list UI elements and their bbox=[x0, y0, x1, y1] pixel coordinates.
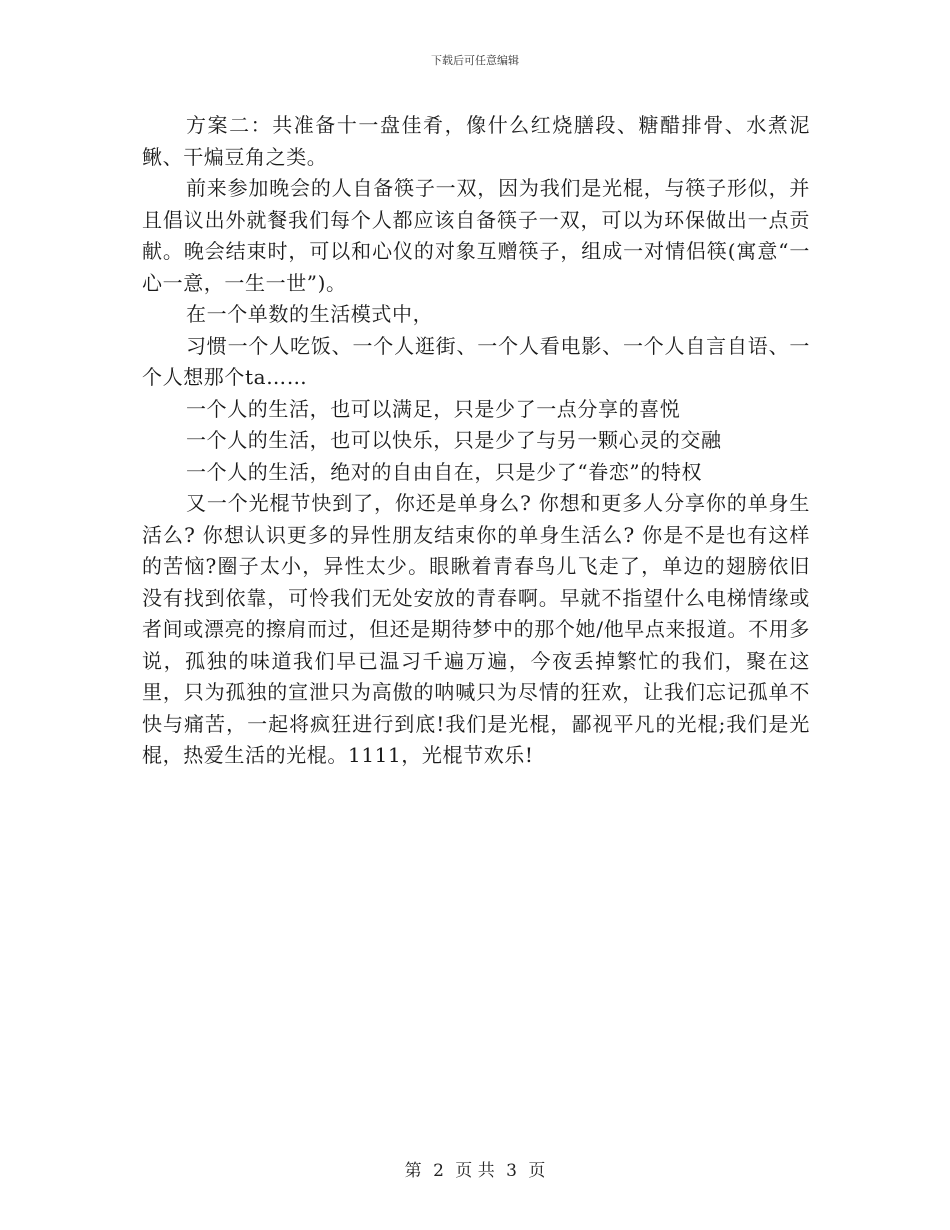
paragraph-plan-two: 方案二：共准备十一盘佳肴，像什么红烧膳段、糖醋排骨、水煮泥鳅、干煸豆角之类。 bbox=[142, 113, 810, 169]
paragraph-satisfied: 一个人的生活，也可以满足，只是少了一点分享的喜悦 bbox=[186, 396, 681, 421]
footer-current-page: 2 bbox=[433, 1161, 444, 1181]
paragraph-single-mode: 在一个单数的生活模式中， bbox=[186, 302, 434, 326]
paragraph-singles-day: 又一个光棍节快到了，你还是单身么? 你想和更多人分享你的单身生活么? 你想认识更多的异性朋友结束你的单身生活么? 你是不是也有这样的苦恼?圈子太小，异性太少。眼瞅着青春鸟儿飞走了，单边的翅膀依旧没有找到依靠，可怜我们无处安放的青春啊。早就不指望什么电梯情缘或者间或漂亮的擦肩而过，但还是期待梦中的那个她/他早点来报道。不用多说，孤独的味道我们早已温习千遍万遍，今夜丢掉繁忙的我们，聚在这里，只为孤独的宣泄只为高傲的呐喊只为尽情的狂欢，让我们忘记孤单不快与痛苦，一起将疯狂进行到底!我们是光棍，鄙视平凡的光棍;我们是光棍，热爱生活的光棍。1111，光棍节欢乐! bbox=[142, 491, 810, 767]
paragraph-freedom: 一个人的生活，绝对的自由自在，只是少了“眷恋”的特权 bbox=[186, 459, 703, 484]
document-body bbox=[142, 110, 810, 772]
page-number-footer bbox=[0, 1156, 950, 1181]
paragraph-happy: 一个人的生活，也可以快乐，只是少了与另一颗心灵的交融 bbox=[186, 428, 722, 452]
page-header-note: 下载后可任意编辑 bbox=[431, 54, 519, 67]
footer-total-pages: 3 bbox=[506, 1161, 517, 1181]
paragraph-habits: 习惯一个人吃饭、一个人逛街、一个人看电影、一个人自言自语、一个人想那个ta…… bbox=[142, 333, 810, 389]
footer-prefix: 第 bbox=[404, 1161, 422, 1181]
footer-suffix: 页 bbox=[528, 1161, 546, 1181]
footer-mid: 页 共 bbox=[455, 1161, 495, 1181]
paragraph-chopsticks: 前来参加晚会的人自备筷子一双，因为我们是光棍，与筷子形似，并且倡议出外就餐我们每个人都应该自备筷子一双，可以为环保做出一点贡献。晚会结束时，可以和心仪的对象互赠筷子，组成一对情侣筷(寓意“一心一意，一生一世”)。 bbox=[142, 176, 810, 295]
